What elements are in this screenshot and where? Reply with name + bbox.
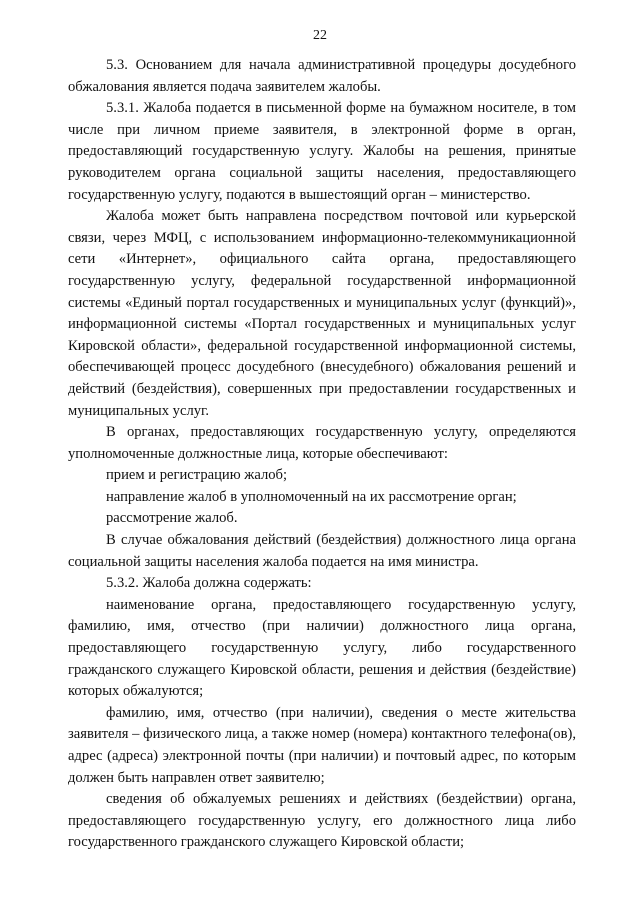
paragraph-submission-channels: Жалоба может быть направлена посредством почтовой или курьерской связи, через МФЦ, с использованием информационно-телекоммуникационной сети «Интернет», официального сайта органа, предоставляющего государственную услугу, федеральной государственной информационной системы «Единый портал государственных и муниципальных услуг (функций)», информационной системы «Портал государственных и муниципальных услуг Кировской области», федеральной государственной информационной системы, обеспечивающей процесс досудебного (внесудебного) обжалования решений и действий (бездействия), совершенных при предоставлении государственных и муниципальных услуг.: [68, 208, 576, 419]
list-item-receipt: прием и регистрацию жалоб;: [106, 467, 288, 484]
paragraph-appeal-to-minister: В случае обжалования действий (бездействия) должностного лица органа социальной защиты населения жалоба подается на имя министра.: [68, 532, 576, 570]
list-item-review: рассмотрение жалоб.: [106, 510, 238, 527]
paragraph-5-3-2: 5.3.2. Жалоба должна содержать:: [106, 575, 312, 592]
page-number: 22: [313, 28, 327, 43]
list-item-forwarding: направление жалоб в уполномоченный на их рассмотрение орган;: [106, 488, 517, 505]
list-item-authority-name: наименование органа, предоставляющего государственную услугу, фамилию, имя, отчество (при наличии) должностного лица органа, предоставляющего государственную услугу, либо государственного гражданского служащего Кировской области, решения и действия (бездействие) которых обжалуются;: [68, 596, 576, 700]
list-item-appealed-decisions: сведения об обжалуемых решениях и действиях (бездействии) органа, предоставляющего государственную услугу, его должностного лица либо государственного гражданского служащего Кировской области;: [68, 791, 576, 851]
paragraph-5-3: 5.3. Основанием для начала административной процедуры досудебного обжалования является подача заявителем жалобы.: [68, 57, 576, 95]
list-item-applicant-details: фамилию, имя, отчество (при наличии), сведения о месте жительства заявителя – физического лица, а также номер (номера) контактного телефона(ов), адрес (адреса) электронной почты (при наличии) и почтовый адрес, по которым должен быть направлен ответ заявителю;: [68, 704, 576, 786]
paragraph-5-3-1: 5.3.1. Жалоба подается в письменной форме на бумажном носителе, в том числе при личном приеме заявителя, в электронной форме в орган, предоставляющий государственную услугу. Жалобы на решения, принятые руководителем органа социальной защиты населения, предоставляющего государственную услугу, подаются в вышестоящий орган – министерство.: [68, 100, 576, 203]
paragraph-authorized-officials: В органах, предоставляющих государственную услугу, определяются уполномоченные должностные лица, которые обеспечивают:: [68, 424, 576, 462]
document-body: [68, 55, 576, 854]
